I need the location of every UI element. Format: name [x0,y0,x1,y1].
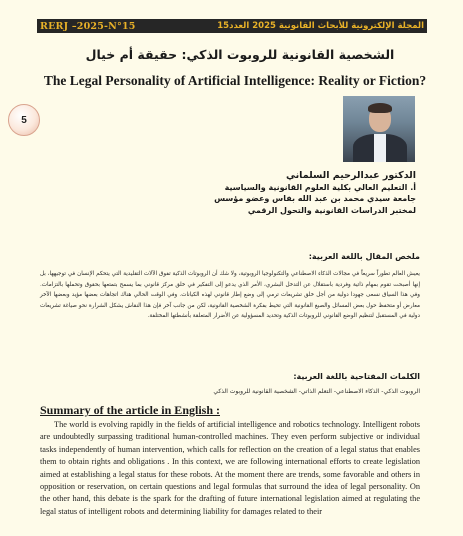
abstract-ar-heading: ملخص المقال باللغة العربية: [308,252,420,261]
author-lab: لمختبر الدراسات القانونية والتحول الرقمي [247,205,416,215]
article-title-en: The Legal Personality of Artificial Intelligence: Reality or Fiction? [43,73,427,88]
journal-code: RERJ –2025-N°15 [40,20,136,32]
keywords-ar-text: الروبوت الذكي- الذكاء الاصطناعي- التعلم الذاتي- الشخصية القانونية للروبوت الذكي [213,388,420,395]
author-block [200,170,416,216]
summary-en-text: The world is evolving rapidly in the fields of artificial intelligence and robotics technology. Intelligent robots are undoubtedly surpassing traditional human-controlled machines. They even perform subjective or individual tasks independently of human intervention, which calls for reflection on the creation of a legal status that enables them to obtain rights and obligations . In this context, we are following international efforts to create legislation aimed at establishing a legal status for these robots. At the moment there are trends, some favorable and others in opposition or reservation, on certain questions and legal formulas that surround the idea of legal personality. On the other hand, this debate is the spark for the drafting of future international legislation aimed at regulating the legal status of intelligent robots and determining liability for damages related to their [40,420,420,516]
page-number-badge: 5 [8,104,40,136]
summary-en-heading: Summary of the article in English : [40,403,220,417]
journal-name-ar: المجلة الإلكترونية للأبحاث القانونية 2025 العدد15 [217,21,424,31]
abstract-ar-text: يعيش العالم تطوراً سريعاً في مجالات الذكاء الاصطناعي والتكنولوجيا الروبوتية، ولا شك أن الروبوتات الذكية تفوق الآلات التقليدية التي يتحكم الإنسان في توجيهها، بل إنها أصبحت تقوم بمهام ذاتية وفردية باستقلال عن التدخل البشري، الأمر الذي يدعو إلى التفكير في خلق مركز قانوني بما يسمح بتمتعها بحقوق وتحملها بالتزامات. وفي هذا السياق نسعى جهودا دولية من أجل خلق تشريعات ترمي إلى وضع إطار قانوني لهذه الكيانات. وفي الوقت الحالي هناك اتجاهات بعضها مؤيد وبعضها الآخر معارض أو متحفظ حول بعض المسائل والصيغ القانونية التي تحيط بفكرة الشخصية القانونية، لكن من جانب آخر فإن هذا النقاش يشكل الشرارة نحو صياغة تشريعات دولية في المستقبل لتنظيم الوضع القانوني للروبوتات الذكية وتحديد المسؤولية عن الأضرار المتعلقة بأنشطتها المختلفة. [40,271,420,320]
author-photo [343,96,415,162]
author-university: جامعة سيدي محمد بن عبد الله بفاس وعضو مؤسس [214,194,416,203]
author-name: الدكتور عبدالرحيم السلماني [286,170,416,181]
article-title-ar: الشخصية القانونية للروبوت الذكي: حقيقة أم خيال [85,47,395,62]
journal-header-bar [37,19,427,33]
keywords-ar-heading: الكلمات المفتاحية باللغة العربية: [293,372,420,381]
author-position: أ. التعليم العالي بكلية العلوم القانونية والسياسية [224,182,416,192]
